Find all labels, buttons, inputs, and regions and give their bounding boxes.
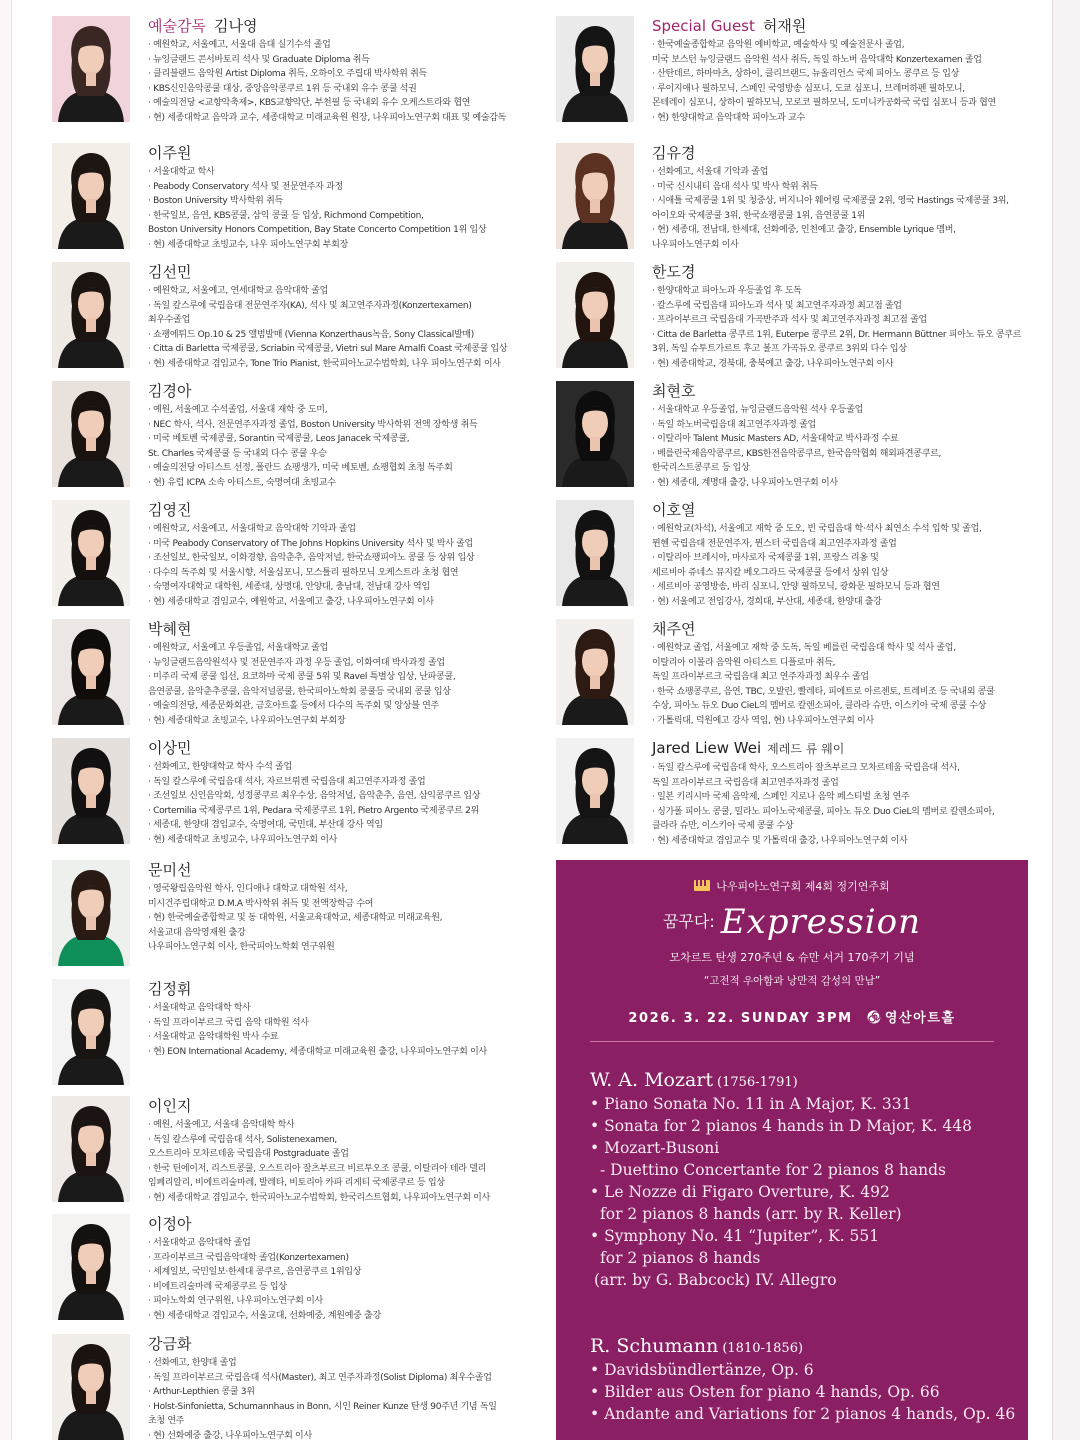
performer-info — [148, 1214, 381, 1323]
performer-name-line — [148, 1097, 490, 1116]
bio-line: 나우피아노연구회 이사, 한국피아노학회 연구위원 — [148, 942, 335, 952]
performer-name-line — [148, 263, 507, 282]
performer-name: 김영진 — [148, 501, 192, 519]
performer-photo — [52, 1334, 130, 1440]
bio-line: 아이오와 국제콩쿨 3위, 한국쇼팽콩쿨 1위, 음연콩쿨 1위 — [652, 210, 866, 221]
bio-line: 3위, 독일 슈투트가르트 후고 볼프 가곡듀오 콩쿠르 3위외 다수 입상 — [652, 344, 907, 354]
bio-line: · 서울대학교 우등졸업, 뉴잉글랜드음악원 석사 우등졸업 — [652, 405, 863, 415]
performer-bio — [652, 284, 1021, 371]
bio-line: · 현) 세종대학교, 경북대, 충북예고 출강, 나우피아노연구회 이사 — [652, 358, 894, 369]
performer-name-line — [652, 17, 996, 36]
bio-line: · 예원학교, 서울예고, 서울대학교 음악대학 기악과 졸업 — [148, 524, 356, 534]
performer-name-line — [652, 620, 995, 639]
work-item: • Piano Sonata No. 11 in A Major, K. 331 — [590, 1095, 912, 1113]
portrait-photo — [556, 738, 634, 844]
right-page-edge — [1052, 0, 1080, 1440]
bio-line: 서울교대 음악영재원 출강 — [148, 927, 246, 938]
performer-bio — [652, 403, 941, 490]
bio-line: · 예원학교, 서울예고, 연세대학교 음악대학 졸업 — [148, 286, 328, 296]
performer-photo — [52, 1214, 130, 1320]
performer-card — [52, 1214, 381, 1323]
work-item: • Sonata for 2 pianos 4 hands in D Major, K. 448 — [590, 1117, 972, 1135]
bio-line: · 예술의전당 <교향악축제>, KBS교향악단, 부천필 등 국내외 유수 오케스트라와 협연 — [148, 98, 471, 108]
work-item: • Symphony No. 41 “Jupiter”, K. 551 — [590, 1227, 880, 1245]
work-item: • Bilder aus Osten for piano 4 hands, Op. 66 — [590, 1383, 940, 1401]
bio-line: · 프라이부르크 국립음대 가곡반주과 석사 및 최고연주자과정 최고점 졸업 — [652, 315, 927, 325]
performer-name: 강금화 — [148, 1335, 192, 1353]
performer-name-line — [148, 144, 486, 163]
bio-line: · 현) 세종대학교 겸임교수, 예원학교, 서울예고 출강, 나우피아노연구회 이사 — [148, 596, 434, 607]
work-item: for 2 pianos 8 hands (arr. by R. Keller) — [600, 1205, 902, 1223]
bio-line: · Cortemilia 국제콩쿠르 1위, Pedara 국제콩쿠르 1위, Pietro Argento 국제콩쿠르 2위 — [148, 805, 479, 816]
bio-line: · 시애틀 국제콩쿨 1위 및 청중상, 버지니아 웨어링 국제콩쿨 2위, 영국 Hastings 국제콩쿨 3위, — [652, 196, 1009, 206]
bio-line: St. Charles 국제콩쿨 등 국내외 다수 콩쿨 우승 — [148, 448, 327, 459]
bio-line: · 현) 세종대학교 초빙교수, 나우피아노연구회 이사 — [148, 834, 338, 845]
bio-line: · 뉴잉글랜드 콘서바토리 석사 및 Graduate Diploma 취득 — [148, 54, 370, 65]
performer-info — [652, 143, 1009, 252]
performer-bio — [652, 522, 982, 609]
performer-card — [52, 381, 477, 490]
performer-name-line — [148, 1215, 381, 1234]
portrait-photo — [52, 979, 130, 1085]
bio-line: · 서울대학교 음악대학 졸업 — [148, 1238, 251, 1248]
performer-name: 김유경 — [652, 144, 696, 162]
bio-line: · 예원학교, 서울예고, 서울대 음대 실기수석 졸업 — [148, 40, 331, 50]
bio-line: 초청 연주 — [148, 1416, 185, 1426]
performer-role: Special Guest — [652, 17, 755, 35]
bio-line: 이탈리아 이몰라 음악원 아티스트 디플로마 취득, — [652, 657, 836, 668]
performer-bio — [148, 284, 507, 371]
concert-title-english: Expression — [720, 902, 922, 942]
portrait-photo — [556, 262, 634, 368]
performer-photo — [52, 143, 130, 249]
bio-line: · 현) 유럽 ICPA 소속 아티스트, 숙명여대 초빙교수 — [148, 477, 336, 488]
bio-line: · 루이지애나 필하모닉, 스페인 국영방송 심포니, 도쿄 심포니, 브레머하펜 필하모니, — [652, 83, 965, 94]
panel-divider — [590, 1041, 994, 1042]
concert-venue: 영산아트홀 — [884, 1011, 956, 1026]
bio-line: · 쇼팽에튀드 Op.10 & 25 앨범발매 (Vienna Konzerthaus녹음, Sony Classical발매) — [148, 329, 474, 340]
concert-date: 2026. 3. 22. SUNDAY 3PM — [628, 1011, 853, 1026]
performer-name-line — [652, 263, 1021, 282]
performer-name-line — [148, 1335, 497, 1354]
performer-photo — [556, 738, 634, 844]
performer-card — [52, 143, 486, 252]
bio-line: · 세르비아 공영방송, 바리 심포니, 안양 필하모닉, 광화문 필하모닉 등과 협연 — [652, 582, 940, 592]
bio-line: · 베를린국제음악콩쿠르, KBS한전음악콩쿠르, 한국음악협회 해외파견콩쿠르, — [652, 448, 942, 459]
bio-line: · 예원, 서울예고 수석졸업, 서울대 재학 중 도미, — [148, 405, 328, 415]
works-list — [590, 1359, 1015, 1425]
portrait-photo — [52, 1334, 130, 1440]
performer-card — [52, 860, 442, 966]
performer-card — [52, 738, 480, 847]
performer-info — [652, 381, 941, 490]
bio-line: 한국리스트콩쿠르 등 입상 — [652, 463, 750, 473]
works-list — [590, 1093, 972, 1291]
composer-heading — [590, 1334, 1015, 1358]
performer-photo — [52, 500, 130, 606]
organizer-line — [556, 878, 1028, 894]
performer-name: 이정아 — [148, 1215, 192, 1233]
left-page-edge — [0, 0, 12, 1440]
bio-line: · 독일 칼스루에 국립음대 학사, 오스트리아 잘츠부르크 모차르테움 국립음대 석사, — [652, 763, 960, 773]
performer-name-line — [652, 739, 994, 759]
concert-subtitle: 모차르트 탄생 270주년 & 슈만 서거 170주기 기념 — [669, 951, 915, 964]
performer-card — [556, 262, 1021, 371]
bio-line: · 한국 틴에이저, 리스트콩쿨, 오스트리아 잘츠부르크 비르투오조 콩쿨, 이탈리아 테라 델리 — [148, 1163, 487, 1174]
bio-line: · 한국예술종합학교 음악원 예비학교, 예술학사 및 예술전문사 졸업, — [652, 40, 905, 50]
performer-name-line — [652, 382, 941, 401]
bio-line: · 현) 세종대, 전남대, 한세대, 선화예중, 인천예고 출강, Ensemble Lyrique 멤버, — [652, 225, 956, 235]
composer-block — [590, 1334, 1015, 1425]
work-item: (arr. by G. Babcock) IV. Allegro — [594, 1271, 837, 1289]
portrait-photo — [52, 860, 130, 966]
bio-line: · 현) EON International Academy, 세종대학교 미래교육원 출강, 나우피아노연구회 이사 — [148, 1046, 487, 1057]
performer-info — [652, 16, 996, 125]
bio-line: · 현) 세종대, 계명대 출강, 나우피아노연구회 이사 — [652, 477, 838, 488]
performer-bio — [652, 761, 994, 848]
bio-line: 세르비아 쥬네스 뮤지칼 베오그라드 국제콩쿨 등에서 상위 입상 — [652, 567, 889, 578]
bio-line: · 선화예고, 서울대 기악과 졸업 — [652, 167, 769, 177]
bio-line: · 현) 한양대학교 음악대학 피아노과 교수 — [652, 112, 805, 123]
bio-line: · 조선일보 신인음악회, 성정콩쿠르 최우수상, 음악저널, 음악춘추, 음연, 삼익콩쿠르 입상 — [148, 791, 481, 801]
bio-line: · 현) 세종대학교 겸임교수, 한국피아노교수법학회, 한국리스트협회, 나우피아노연구회 이사 — [148, 1192, 490, 1203]
performer-bio — [148, 760, 480, 847]
performer-name: Jared Liew Wei — [652, 739, 762, 757]
performer-photo — [556, 381, 634, 487]
composer-block — [590, 1068, 972, 1291]
bio-line: · 미주리 국제 콩쿨 입선, 요코하마 국제 콩쿨 5위 및 Ravel 특별상 입상, 난파콩쿨, — [148, 672, 456, 682]
bio-line: · Boston University 박사학위 취득 — [148, 196, 283, 206]
performer-name: 이호열 — [652, 501, 696, 519]
bio-line: · 영국왕립음악원 학사, 인디애나 대학교 대학원 석사, — [148, 884, 348, 894]
performer-photo — [556, 16, 634, 122]
performer-bio — [148, 1118, 490, 1205]
work-item: • Mozart-Busoni — [590, 1139, 720, 1157]
bio-line: · 현) 선화예중 출강, 나우피아노연구회 이사 — [148, 1430, 312, 1440]
performer-card — [556, 500, 982, 609]
performer-name: 허재원 — [762, 17, 807, 35]
bio-line: · 서울대학교 음악대학원 박사 수료 — [148, 1032, 279, 1042]
bio-line: · 예술의전당, 세종문화회관, 금호아트홀 등에서 다수의 독주회 및 앙상블 연주 — [148, 701, 439, 711]
performer-info — [148, 738, 480, 847]
performer-photo — [52, 381, 130, 487]
bio-line: · 선화예고, 한양대학교 학사 수석 졸업 — [148, 762, 292, 772]
bio-line: · 칼스루에 국립음대 피아노과 석사 및 최고연주자과정 최고점 졸업 — [652, 300, 902, 311]
work-item: • Andante and Variations for 2 pianos 4 hands, Op. 46 — [590, 1405, 1016, 1423]
performer-name-line — [148, 980, 487, 999]
performer-info — [148, 143, 486, 252]
portrait-photo — [52, 619, 130, 725]
performer-info — [148, 16, 506, 125]
performer-info — [652, 738, 994, 848]
portrait-photo — [556, 16, 634, 122]
piano-logo-icon — [694, 880, 710, 891]
performer-info — [652, 262, 1021, 371]
bio-line: · 세종대, 한양대 겸임교수, 숙명여대, 국민대, 부산대 강사 역임 — [148, 820, 383, 830]
work-item: • Davidsbündlertänze, Op. 6 — [590, 1361, 814, 1379]
performer-info — [148, 1334, 497, 1440]
performer-card — [52, 1096, 490, 1205]
bio-line: · 서울대학교 음악대학 학사 — [148, 1003, 251, 1013]
performer-name-line — [148, 620, 455, 639]
performer-card — [52, 16, 506, 125]
concert-tagline: “고전적 우아함과 낭만적 감성의 만남” — [703, 975, 881, 987]
performer-role: 예술감독 — [148, 17, 206, 35]
performer-photo — [52, 262, 130, 368]
bio-line: · 독일 칼스루에 국립음대 전문연주자(KA), 석사 및 최고연주자과정(Konzertexamen) — [148, 300, 472, 311]
bio-line: · Holst-Sinfonietta, Schumannhaus in Bonn, 시인 Reiner Kunze 탄생 90주년 기념 독일 — [148, 1401, 497, 1412]
bio-line: · 서울대학교 학사 — [148, 167, 215, 177]
performer-photo — [52, 979, 130, 1085]
performer-bio — [148, 165, 486, 252]
bio-line: · NEC 학사, 석사, 전문연주자과정 졸업, Boston University 박사학위 전액 장학생 취득 — [148, 419, 478, 430]
bio-line: 독일 프라이부르크 국립음대 최고연주자과정 졸업 — [652, 777, 839, 788]
performer-bio — [148, 1236, 381, 1323]
performer-name: 이인지 — [148, 1097, 192, 1115]
performer-name-korean: 제레드 류 웨이 — [767, 742, 845, 756]
performer-name: 김정휘 — [148, 980, 192, 998]
performer-bio — [652, 641, 995, 728]
bio-line: · 뉴잉글랜드음악원석사 및 전문연주자 과정 우등 졸업, 이화여대 박사과정 졸업 — [148, 657, 445, 668]
performer-info — [148, 500, 474, 609]
bio-line: · 한양대학교 피아노과 우등졸업 후 도독 — [652, 286, 802, 296]
performer-bio — [148, 641, 455, 728]
bio-line: · 일본 키리시마 국제 음악제, 스페인 지로나 음악 페스티벌 초청 연주 — [652, 792, 910, 802]
performer-info — [148, 979, 487, 1085]
portrait-photo — [52, 143, 130, 249]
work-item: - Duettino Concertante for 2 pianos 8 hands — [600, 1161, 947, 1179]
performer-info — [652, 500, 982, 609]
portrait-photo — [52, 1214, 130, 1320]
bio-line: · 클리블랜드 음악원 Artist Diploma 취득, 오하이오 주립대 박사학위 취득 — [148, 69, 427, 79]
portrait-photo — [52, 381, 130, 487]
bio-line: 독일 프라이부르크 국립음대 최고 연주자과정 최우수 졸업 — [652, 672, 869, 682]
bio-line: 클라라 슈만, 이스키아 국제 콩쿨 수상 — [652, 821, 794, 831]
bio-line: · 예술의전당 아티스트 선정, 폴란드 쇼팽생가, 미국 베토벤, 쇼팽협회 초청 독주회 — [148, 463, 453, 473]
bio-line: · 독일 하노버국립음대 최고연주자과정 졸업 — [652, 419, 816, 430]
bio-line: · Citta di Barletta 국제콩쿨, Scriabin 국제콩쿨, Vietri sul Mare Amalfi Coast 국제콩쿨 입상 — [148, 344, 508, 354]
portrait-photo — [556, 619, 634, 725]
performer-photo — [556, 143, 634, 249]
bio-line: · 현) 한국예술종합학교 및 동 대학원, 서울교육대학교, 세종대학교 미래교육원, — [148, 913, 443, 923]
performer-name-line — [148, 739, 480, 758]
work-item: • Le Nozze di Figaro Overture, K. 492 — [590, 1183, 890, 1201]
performer-photo — [52, 860, 130, 966]
performer-name-line — [148, 501, 474, 520]
performer-card — [52, 619, 455, 728]
organizer-text: 나우피아노연구회 제4회 정기연주회 — [716, 880, 890, 893]
work-item: for 2 pianos 8 hands — [600, 1249, 761, 1267]
bio-line: · 현) 세종대학교 음악과 교수, 세종대학교 미래교육원 원장, 나우피아노연구회 대표 및 예술감독 — [148, 112, 507, 123]
performer-name: 채주연 — [652, 620, 696, 638]
bio-line: 최우수졸업 — [148, 315, 190, 325]
bio-line: Boston University Honors Competition, Bay State Concerto Competition 1위 입상 — [148, 225, 487, 235]
bio-line: · 숙명여자대학교 대학원, 세종대, 상명대, 안양대, 충남대, 전남대 강사 역임 — [148, 582, 430, 592]
composer-years: (1756-1791) — [717, 1075, 798, 1090]
bio-line: 임페리알리, 비에트리술마레, 발레타, 비토리아 카파 리게티 국제콩쿠르 등 입상 — [148, 1178, 445, 1188]
performer-bio — [148, 38, 506, 125]
performer-bio — [652, 165, 1009, 252]
bio-line: 미시건주립대학교 D.M.A 박사학위 취득 및 전액장학금 수여 — [148, 898, 374, 909]
performer-name: 김선민 — [148, 263, 192, 281]
composer-heading — [590, 1068, 972, 1092]
bio-line: · 독일 프라이부르크 국립 음악 대학원 석사 — [148, 1017, 309, 1028]
bio-line: · 이탈리아 Talent Music Masters AD, 서울대학교 박사과정 수료 — [652, 434, 899, 444]
performer-name: 한도경 — [652, 263, 696, 281]
bio-line: · 미국 베토벤 국제콩쿨, Sorantin 국제콩쿨, Leos Janacek 국제콩쿨, — [148, 434, 410, 444]
bio-line: · 독일 칼스루에 국립음대 석사, Solistenexamen, — [148, 1134, 337, 1145]
performer-photo — [556, 619, 634, 725]
bio-line: · 미국 신시내티 음대 석사 및 박사 학위 취득 — [652, 181, 818, 192]
performer-info — [148, 262, 507, 371]
performer-info — [652, 619, 995, 728]
performer-name: 문미선 — [148, 861, 192, 879]
performer-name-line — [148, 861, 442, 880]
bio-line: · 싱가폴 피아노 콩쿨, 밀라노 피아노국제콩쿨, 피아노 듀오 Duo CieL의 멤버로 칼렌소피아, — [652, 806, 995, 817]
performer-bio — [148, 882, 442, 955]
bio-line: · 세계일보, 국민일보·한세대 콩쿠르, 음연콩쿠르 1위입상 — [148, 1267, 362, 1277]
performer-name: 최현호 — [652, 382, 696, 400]
performer-bio — [148, 1356, 497, 1440]
performer-info — [148, 1096, 490, 1205]
bio-line: · 예원학교(차석), 서울예고 재학 중 도오, 빈 국립음대 학·석사 최연소 수석 입학 및 졸업, — [652, 524, 982, 534]
performer-name: 박혜현 — [148, 620, 192, 638]
bio-line: · 산탄데르, 하마마츠, 상하이, 클리브랜드, 뉴올리언스 국제 피아노 콩쿠르 등 입상 — [652, 69, 960, 79]
bio-line: · 현) 서울예고 전임강사, 경희대, 부산대, 세종대, 한양대 출강 — [652, 596, 882, 607]
bio-line: · Peabody Conservatory 석사 및 전문연주자 과정 — [148, 181, 343, 192]
bio-line: · 현) 세종대학교 겸임교수, Tone Trio Pianist, 한국피아노교수법학회, 나우 피아노연구회 이사 — [148, 358, 501, 369]
bio-line: · 다수의 독주회 및 서울시향, 서울심포니, 모스틀리 필하모닉 오케스트라 초청 협연 — [148, 567, 459, 578]
performer-name: 이상민 — [148, 739, 192, 757]
bio-line: 나우피아노연구회 이사 — [652, 239, 739, 250]
bio-line: · 현) 세종대학교 겸임교수, 서울교대, 선화예중, 계원예중 출강 — [148, 1310, 381, 1321]
bio-line: · 한국일보, 음연, KBS콩쿨, 삼익 콩쿨 등 입상, Richmond Competition, — [148, 210, 424, 221]
performer-photo — [52, 1096, 130, 1202]
performer-photo — [52, 16, 130, 122]
performer-bio — [148, 1001, 487, 1059]
bio-line: · 독일 프라이부르크 국립음대 석사(Master), 최고 연주자과정(Solist Diploma) 최우수졸업 — [148, 1372, 492, 1383]
bio-line: · 이탈리아 브레시아, 마사로자 국제콩쿨 1위, 프랑스 리옹 및 — [652, 553, 879, 563]
performer-card — [556, 16, 996, 125]
portrait-photo — [556, 500, 634, 606]
bio-line: · 선화예고, 한양대 졸업 — [148, 1358, 237, 1368]
performer-card — [556, 619, 995, 728]
performer-info — [148, 619, 455, 728]
performer-name-line — [148, 17, 506, 36]
portrait-photo — [52, 500, 130, 606]
portrait-photo — [52, 1096, 130, 1202]
performer-card — [52, 1334, 497, 1440]
portrait-photo — [52, 738, 130, 844]
bio-line: · 조선일보, 한국일보, 이화경향, 음악춘추, 음악저널, 한국쇼팽피아노 콩쿨 등 상위 입상 — [148, 553, 475, 563]
performer-bio — [148, 403, 477, 490]
concert-title — [556, 902, 1028, 942]
bio-line: 미국 보스턴 뉴잉글랜드 음악원 석사 취득, 독일 하노버 음악대학 Konzertexamen 졸업 — [652, 54, 982, 65]
composer-years: (1810-1856) — [722, 1341, 804, 1356]
bio-line: 오스트리아 모차르테움 국립음대 Postgraduate 졸업 — [148, 1149, 349, 1159]
performer-card — [52, 262, 507, 371]
bio-line: · KBS신인음악콩쿨 대상, 중앙음악콩쿠르 1위 등 국내외 유수 콩쿨 석권 — [148, 83, 417, 94]
bio-line: · 피아노학회 연구위원, 나우피아노연구회 이사 — [148, 1296, 323, 1306]
venue-spiral-icon — [867, 1010, 881, 1024]
performer-name: 김나영 — [213, 17, 258, 35]
performer-name-line — [652, 501, 982, 520]
bio-line: · 독일 칼스루에 국립음대 석사, 자르브뤼켄 국립음대 최고연주자과정 졸업 — [148, 776, 426, 787]
portrait-photo — [556, 381, 634, 487]
bio-line: · 프라이부르크 국립음악대학 졸업(Konzertexamen) — [148, 1252, 349, 1263]
bio-line: 뮌헨 국립음대 전문연주자, 뮌스터 국립음대 최고연주자과정 졸업 — [652, 538, 897, 549]
performer-card — [556, 381, 941, 490]
performer-photo — [556, 500, 634, 606]
performer-card — [556, 143, 1009, 252]
bio-line: · 예원학교, 서울예고 우등졸업, 서울대학교 졸업 — [148, 643, 328, 653]
performer-card — [52, 500, 474, 609]
performer-name-line — [148, 382, 477, 401]
bio-line: · Citta de Barletta 콩쿠르 1위, Euterpe 콩쿠르 2위, Dr. Hermann Büttner 피아노 듀오 콩쿠르 — [652, 329, 1022, 340]
bio-line: · 한국 쇼팽콩쿠르, 음연, TBC, 오발린, 빨레타, 피에트로 아르젠토, 트레비조 등 국내외 콩쿨 — [652, 686, 995, 697]
concert-title-korean: 꿈꾸다: — [662, 912, 715, 931]
bio-line: · 예원학교 졸업, 서울예고 재학 중 도독, 독일 베를린 국립음대 학사 및 석사 졸업, — [652, 643, 956, 653]
performer-photo — [52, 619, 130, 725]
performer-photo — [556, 262, 634, 368]
performer-card — [52, 979, 487, 1085]
portrait-photo — [52, 16, 130, 122]
bio-line: · 현) 세종대학교 초빙교수, 나우피아노연구회 부회장 — [148, 715, 346, 726]
composer-name: W. A. Mozart — [590, 1069, 714, 1091]
bio-line: · 미국 Peabody Conservatory of The Johns Hopkins University 석사 및 박사 졸업 — [148, 538, 473, 549]
bio-line: · 현) 세종대학교 겸임교수 및 가톨릭대 출강, 나우피아노연구회 이사 — [652, 835, 908, 846]
performer-photo — [52, 738, 130, 844]
bio-line: · 현) 세종대학교 초빙교수, 나우 피아노연구회 부회장 — [148, 239, 348, 250]
bio-line: · 예원, 서울예고, 서울대 음악대학 학사 — [148, 1120, 295, 1130]
portrait-photo — [52, 262, 130, 368]
performer-name-line — [652, 144, 1009, 163]
performer-card — [556, 738, 994, 848]
bio-line: · 비에트리술마레 국제콩쿠르 등 입상 — [148, 1281, 287, 1292]
bio-line: 수상, 피아노 듀오 Duo CieL의 멤버로 칼렌소피아, 클라라 슈만, 이스키아 국제 콩쿨 수상 — [652, 701, 987, 711]
composer-name: R. Schumann — [590, 1335, 719, 1357]
performer-name: 김경아 — [148, 382, 192, 400]
performer-bio — [652, 38, 996, 125]
performer-info — [148, 381, 477, 490]
bio-line: · Arthur-Lepthien 콩쿨 3위 — [148, 1387, 255, 1397]
concert-date-venue — [556, 1007, 1028, 1026]
portrait-photo — [556, 143, 634, 249]
bio-line: 몬테레이 심포니, 상하이 필하모닉, 모로코 필하모닉, 도미니카공화국 국립 심포니 등과 협연 — [652, 98, 996, 108]
bio-line: 음연콩쿨, 음악춘추콩쿨, 음악저널콩쿨, 한국피아노학회 콩쿨등 국내외 콩쿨 입상 — [148, 686, 451, 697]
performer-info — [148, 860, 442, 966]
performer-name: 이주원 — [148, 144, 192, 162]
performer-bio — [148, 522, 474, 609]
concert-program-panel — [556, 860, 1028, 1440]
bio-line: · 가톨릭대, 덕원예고 강사 역임, 현) 나우피아노연구회 이사 — [652, 715, 874, 726]
